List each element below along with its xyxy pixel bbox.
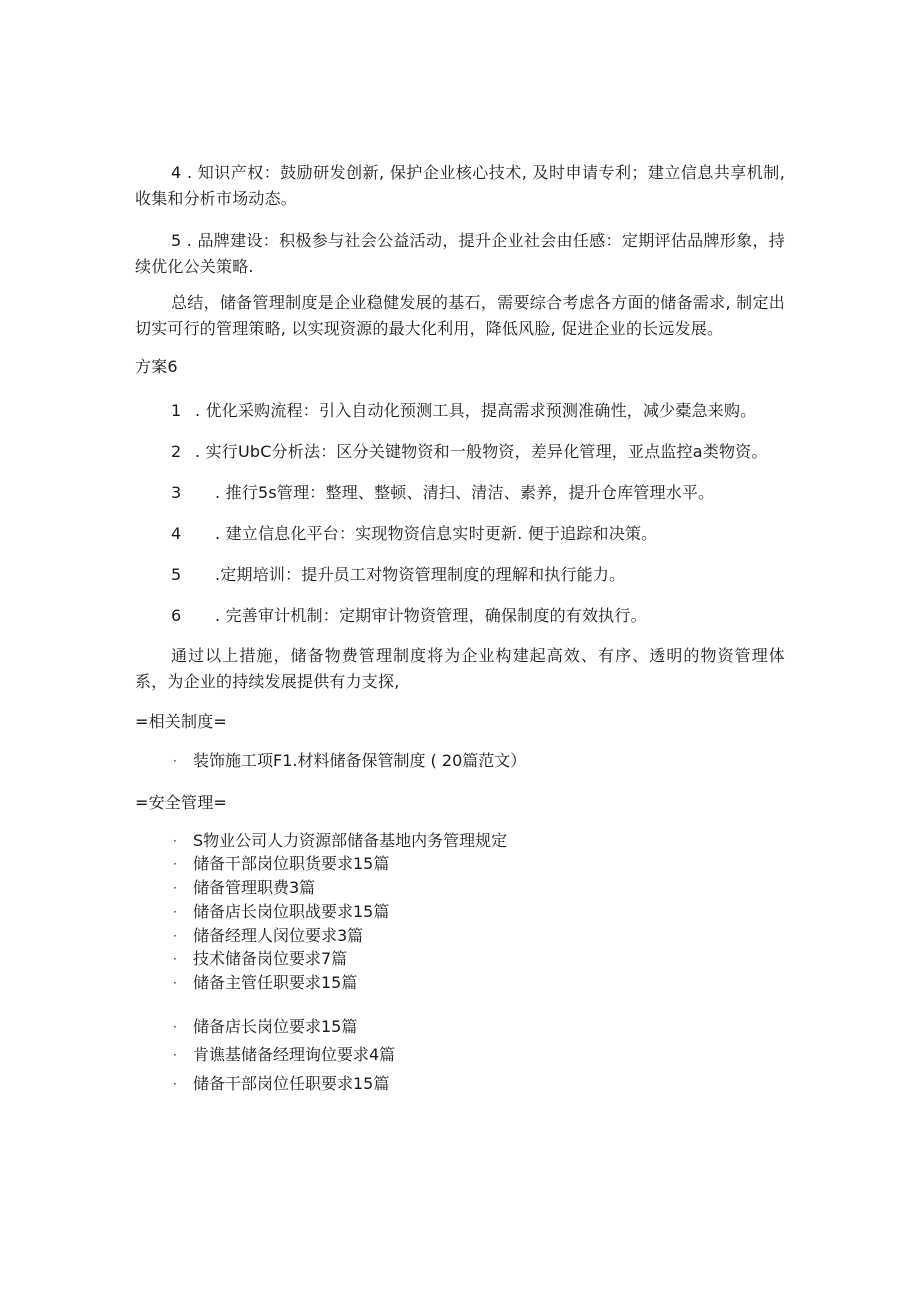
- plan-item-text: . 建立信息化平台：实现物资信息实时更新. 便于追踪和决策。: [215, 524, 658, 543]
- plan-item-text: . 推行5s管理：整理、整顿、清扫、清洁、素养，提升仓库管理水平。: [215, 483, 715, 502]
- plan-item: [171, 480, 785, 506]
- plan-item: [171, 439, 785, 465]
- more-item-label: 储备干部岗位任职要求15篇: [193, 1074, 390, 1093]
- safety-item-label: 储备管理职费3篇: [193, 878, 316, 897]
- more-item-label: 肯谯基储备经理询位要求4篇: [193, 1045, 396, 1064]
- plan-item-number: 2: [171, 442, 182, 461]
- safety-item[interactable]: [173, 830, 507, 852]
- paragraph-summary: 总结，储备管理制度是企业稳健发展的基石，需要综合考虑各方面的储备需求, 制定出切实可行的管理策略, 以实现资源的最大化利用，降低风脸, 促进企业的长远发展。: [135, 293, 785, 338]
- bullet-icon: ·: [173, 1020, 177, 1034]
- safety-item-label: 储备经理人闵位要求3篇: [193, 926, 364, 945]
- paragraph-ip: 4 . 知识产权：鼓励研发创新, 保护企业核心技术, 及时申请专利；建立信息共享机制, 收集和分析市场动态。: [135, 163, 785, 208]
- related-item-label: 装饰施工项F1.材料储备保管制度 ( 20篇范文）: [193, 751, 527, 770]
- related-item[interactable]: [173, 750, 526, 772]
- bullet-icon: ·: [173, 857, 177, 871]
- safety-item[interactable]: [173, 901, 389, 923]
- more-item[interactable]: [173, 1044, 395, 1066]
- plan-item-number: 1: [171, 401, 182, 420]
- safety-item[interactable]: [173, 972, 357, 994]
- safety-item-label: S物业公司人力资源部储备基地内务管理规定: [193, 831, 508, 850]
- plan-item-text: . 完善审计机制：定期审计物资管理，确保制度的有效执行。: [215, 606, 647, 625]
- bullet-icon: ·: [173, 1077, 177, 1091]
- bullet-icon: ·: [173, 905, 177, 919]
- safety-heading: =安全管理=: [135, 793, 228, 812]
- safety-item-label: 储备店长岗位职战要求15篇: [193, 902, 390, 921]
- more-item-label: 储备店长岗位要求15篇: [193, 1017, 358, 1036]
- more-item[interactable]: [173, 1073, 389, 1095]
- safety-item[interactable]: [173, 877, 315, 899]
- more-item[interactable]: [173, 1016, 357, 1038]
- plan-item-text: . 实行UbC分析法：区分关键物资和一般物资，差异化管理，亚点监控a类物资。: [195, 442, 768, 461]
- plan-item-number: 3: [171, 483, 182, 502]
- bullet-icon: ·: [173, 976, 177, 990]
- safety-item-label: 储备干部岗位职货要求15篇: [193, 854, 390, 873]
- plan-item-number: 6: [171, 606, 182, 625]
- bullet-icon: ·: [173, 929, 177, 943]
- safety-item[interactable]: [173, 853, 389, 875]
- bullet-icon: ·: [173, 881, 177, 895]
- safety-item-label: 技术储备岗位要求7篇: [193, 949, 348, 968]
- plan-item-number: 4: [171, 524, 182, 543]
- plan-item: [171, 521, 785, 547]
- related-heading: =相关制度=: [135, 712, 228, 731]
- plan-item: [171, 603, 785, 629]
- safety-item[interactable]: [173, 948, 347, 970]
- paragraph-brand: 5 . 品牌建设：积极参与社会公益活动，提升企业社会由任感：定期评估品牌形象，持续优化公关策略.: [135, 231, 785, 276]
- bullet-icon: ·: [173, 952, 177, 966]
- safety-item[interactable]: [173, 925, 363, 947]
- plan-item-text: .定期培训：提升员工对物资管理制度的理解和执行能力。: [215, 565, 626, 584]
- bullet-icon: ·: [173, 754, 177, 768]
- safety-item-label: 储备主管任职要求15篇: [193, 973, 358, 992]
- plan-item: [171, 562, 785, 588]
- paragraph-closing: 通过以上措施，储备物费管理制度将为企业构建起高效、有序、透明的物资管理体系，为企业的持续发展提供有力支探,: [135, 646, 785, 691]
- plan-item: [171, 398, 785, 424]
- plan-heading: 方案6: [135, 357, 178, 376]
- plan-item-text: . 优化采购流程：引入自动化预测工具，提高需求预测准确性，减少橐急来购。: [195, 401, 757, 420]
- bullet-icon: ·: [173, 834, 177, 848]
- bullet-icon: ·: [173, 1048, 177, 1062]
- plan-item-number: 5: [171, 565, 182, 584]
